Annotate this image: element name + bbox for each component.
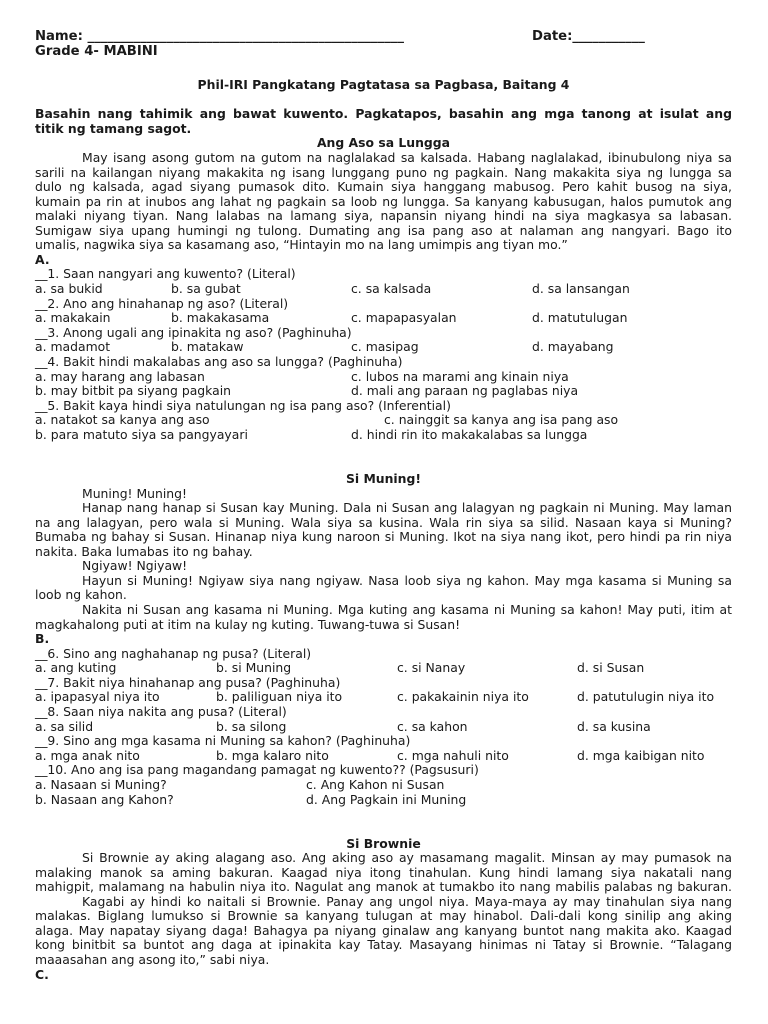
story-c-line: maaasahan ang asong ito,” sabi niya.	[35, 952, 270, 967]
story-a-line: May isang asong gutom na gutom na naglalakad sa kalsada. Habang naglalakad, ibinubulong niya sa	[82, 150, 732, 165]
choice: c. lubos na marami ang kinain niya	[351, 369, 569, 384]
document-title: Phil-IRI Pangkatang Pagtatasa sa Pagbasa, Baitang 4	[197, 77, 570, 92]
choice: c. Ang Kahon ni Susan	[306, 777, 445, 792]
choice: d. mga kaibigan nito	[577, 748, 705, 763]
choice: a. ang kuting	[35, 660, 117, 675]
story-a-line: dulo ng kalsada, agad siyang pumasok dito. Kumain siya hanggang mabusog. Pero kahit busog na siya,	[35, 179, 732, 194]
instructions-line-1: Basahin nang tahimik ang bawat kuwento. Pagkatapos, basahin ang mga tanong at isulat ang	[35, 106, 732, 121]
choice: d. si Susan	[577, 660, 645, 675]
story-a-title: Ang Aso sa Lungga	[316, 135, 451, 150]
story-b-line: Muning! Muning!	[82, 486, 187, 501]
story-b-line: magkahalong puti at itim na kulay ng kuting. Tuwang-tuwa si Susan!	[35, 617, 461, 632]
story-b-title: Si Muning!	[345, 471, 422, 486]
choice: d. sa kusina	[577, 719, 651, 734]
choice: d. sa lansangan	[532, 281, 630, 296]
choice: c. si Nanay	[397, 660, 466, 675]
choice: c. pakakainin niya ito	[397, 689, 529, 704]
story-c-line: mahigpit, malamang na habulin niya ito. Nagulat ang manok at tumakbo ito nang mabilis palabas ng bakuran.	[35, 879, 732, 894]
story-a-line: malaki niyang tiyan. Nang lalabas na lamang siya, napansin niyang hindi na siya magkasya sa labasan.	[35, 208, 732, 223]
name-line	[35, 30, 732, 45]
choice: a. sa bukid	[35, 281, 103, 296]
choice: b. matakaw	[171, 339, 244, 354]
choice: b. Nasaan ang Kahon?	[35, 792, 174, 807]
story-c-line: Kagabi ay hindi ko naitali si Brownie. Panay ang ungol niya. Maya-maya ay may tinahulan siya nang	[82, 894, 732, 909]
story-b-line: loob ng kahon.	[35, 587, 127, 602]
story-c-line: Si Brownie ay aking alagang aso. Ang aking aso ay masamang magalit. Minsan ay may pumasok na	[82, 850, 732, 865]
choice: b. sa gubat	[171, 281, 241, 296]
section-a-label: A.	[35, 252, 50, 267]
choice: a. Nasaan si Muning?	[35, 777, 167, 792]
question-7: __7. Bakit niya hinahanap ang pusa? (Paghinuha)	[35, 675, 341, 690]
choice: a. mga anak nito	[35, 748, 140, 763]
story-a-line: umalis, nagwika siya sa kasamang aso, “Hintayin mo na lang umimpis ang tiyan mo.”	[35, 237, 568, 252]
name-field-label: Name: ________________________________________________	[35, 29, 404, 44]
date-field-label: Date:___________	[532, 29, 645, 44]
choice: c. mapapasyalan	[351, 310, 457, 325]
choice: b. paliliguan niya ito	[216, 689, 343, 704]
choice: b. para matuto siya sa pangyayari	[35, 427, 248, 442]
story-b-line: Nakita ni Susan ang kasama ni Muning. Mga kuting ang kasama ni Muning sa kahon! May puti, itim at	[82, 602, 732, 617]
section-c-label: C.	[35, 967, 49, 982]
choice: d. matutulugan	[532, 310, 628, 325]
instructions-line-2: titik ng tamang sagot.	[35, 121, 192, 136]
choice: a. sa silid	[35, 719, 94, 734]
story-b-line: Bumaba ng bahay si Susan. Hinanap niya kung naroon si Muning. Ikot na siya nang ikot, pero hindi pa rin niya	[35, 529, 732, 544]
choice: d. Ang Pagkain ini Muning	[306, 792, 467, 807]
choice: d. hindi rin ito makakalabas sa lungga	[351, 427, 588, 442]
question-6: __6. Sino ang naghahanap ng pusa? (Literal)	[35, 646, 312, 661]
choice: b. sa silong	[216, 719, 287, 734]
story-c-line: kong binitbit sa buntot ang daga at ipinakita kay Tatay. Masayang hinimas ni Tatay si Brownie. “Talagang	[35, 937, 732, 952]
story-c-line: alaga. May napatay siyang daga! Bahagya pa niyang ginalaw ang kanyang buntot nang makita ako. Kaagad	[35, 923, 732, 938]
choice: b. may bitbit pa siyang pagkain	[35, 383, 231, 398]
story-b-line: Hayun si Muning! Ngiyaw siya nang ngiyaw. Nasa loob siya ng kahon. May mga kasama si Muning sa	[82, 573, 732, 588]
choice: d. patutulugin niya ito	[577, 689, 715, 704]
question-3: __3. Anong ugali ang ipinakita ng aso? (Paghinuha)	[35, 325, 352, 340]
choice: a. madamot	[35, 339, 111, 354]
choice: a. ipapasyal niya ito	[35, 689, 160, 704]
section-b-label: B.	[35, 631, 50, 646]
story-b-line: Ngiyaw! Ngiyaw!	[82, 558, 188, 573]
question-8: __8. Saan niya nakita ang pusa? (Literal)	[35, 704, 287, 719]
choice: b. si Muning	[216, 660, 292, 675]
choice: c. masipag	[351, 339, 419, 354]
choice: c. mga nahuli nito	[397, 748, 509, 763]
choice: d. mali ang paraan ng paglabas niya	[351, 383, 579, 398]
choice: c. nainggit sa kanya ang isa pang aso	[384, 412, 619, 427]
story-b-line: nakita. Baka lumabas ito ng bahay.	[35, 544, 253, 559]
choice: c. sa kahon	[397, 719, 468, 734]
story-a-line: kumain pa rin at inubos ang lahat ng pagkain sa loob ng lungga. Sa kanyang kabusugan, halos pumutok ang	[35, 194, 732, 209]
story-c-line: malaking manok sa aming bakuran. Kaagad niya itong tinahulan. Kung hindi lamang siya nakatali nang	[35, 865, 732, 880]
choice: d. mayabang	[532, 339, 614, 354]
question-5: __5. Bakit kaya hindi siya natulungan ng isa pang aso? (Inferential)	[35, 398, 451, 413]
question-9: __9. Sino ang mga kasama ni Muning sa kahon? (Paghinuha)	[35, 733, 411, 748]
grade-label: Grade 4- MABINI	[35, 44, 158, 59]
question-1: __1. Saan nangyari ang kuwento? (Literal)	[35, 266, 296, 281]
choice: a. may harang ang labasan	[35, 369, 205, 384]
choice: b. mga kalaro nito	[216, 748, 329, 763]
story-c-title: Si Brownie	[346, 836, 421, 851]
story-c-line: malakas. Biglang lumukso si Brownie sa kanyang tulugan at may hinabol. Dali-dali kong sinilip ang aking	[35, 908, 732, 923]
choice: c. sa kalsada	[351, 281, 432, 296]
choice: a. natakot sa kanya ang aso	[35, 412, 210, 427]
question-10: __10. Ano ang isa pang magandang pamagat ng kuwento?? (Pagsusuri)	[35, 762, 479, 777]
story-a-line: sarili na kailangan niyang makakita ng isang lunggang puno ng pagkain. Nang makakita siya ng lungga sa	[35, 165, 732, 180]
story-a-line: Sumigaw siya upang humingi ng tulong. Dumating ang isa pang aso at nalaman ang nangyari. Bago ito	[35, 223, 732, 238]
choice: b. makakasama	[171, 310, 270, 325]
story-b-line: Hanap nang hanap si Susan kay Muning. Dala ni Susan ang lalagyan ng pagkain ni Muning. May laman	[82, 500, 732, 515]
question-4: __4. Bakit hindi makalabas ang aso sa lungga? (Paghinuha)	[35, 354, 403, 369]
story-b-line: na ang lalagyan, pero wala si Muning. Wala siya sa kusina. Wala rin siya sa silid. Nasaan kaya si Muning?	[35, 515, 732, 530]
question-2: __2. Ano ang hinahanap ng aso? (Literal)	[35, 296, 289, 311]
choice: a. makakain	[35, 310, 111, 325]
